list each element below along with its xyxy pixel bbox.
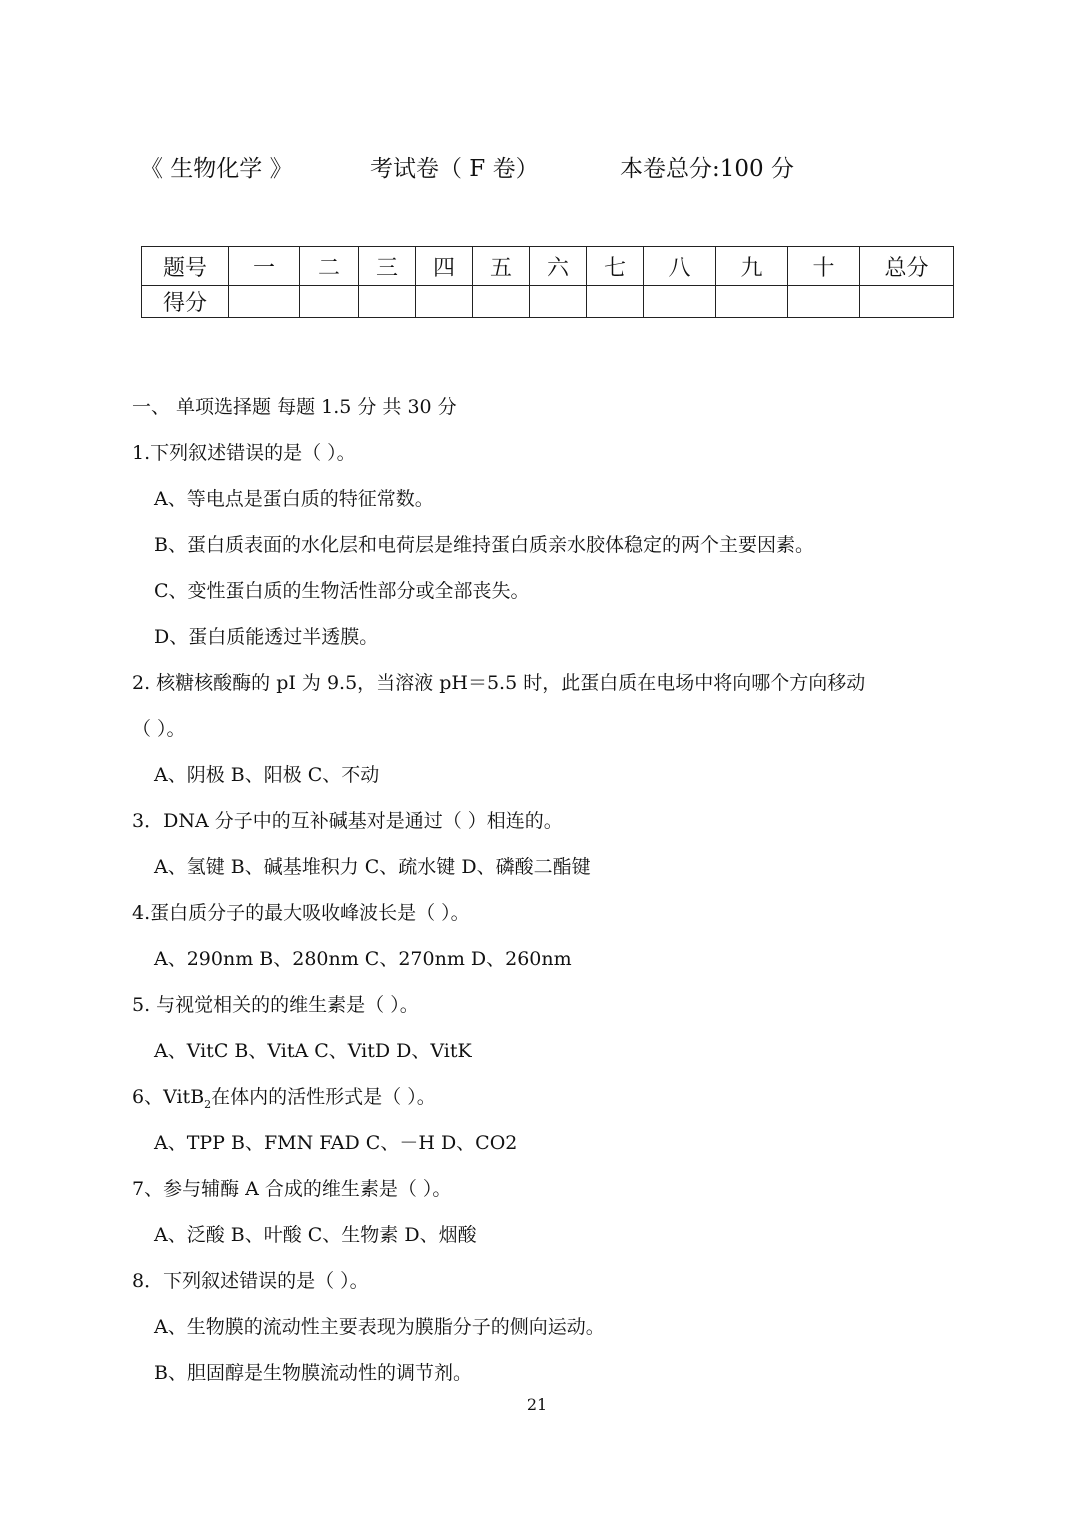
table-cell: 十 (788, 247, 860, 286)
table-cell: 三 (359, 247, 416, 286)
table-cell: 八 (644, 247, 716, 286)
table-cell: 题号 (142, 247, 229, 286)
option-b: B、胆固醇是生物膜流动性的调节剂。 (154, 1362, 472, 1384)
score-input-cell[interactable] (860, 286, 954, 318)
option-b: B、蛋白质表面的水化层和电荷层是维持蛋白质亲水胶体稳定的两个主要因素。 (154, 534, 814, 556)
question-5: 5. 与视觉相关的的维生素是（ ）。 (132, 994, 419, 1016)
question-7: 7、参与辅酶 A 合成的维生素是（ ）。 (132, 1178, 452, 1200)
question-8: 8．下列叙述错误的是（ ）。 (132, 1270, 369, 1292)
score-input-cell[interactable] (587, 286, 644, 318)
option-d: D、蛋白质能透过半透膜。 (154, 626, 379, 648)
table-row (142, 247, 954, 286)
options: A、TPP B、FMN FAD C、－H D、CO2 (154, 1132, 518, 1154)
table-cell: 得分 (142, 286, 229, 318)
table-cell: 九 (716, 247, 788, 286)
score-input-cell[interactable] (473, 286, 530, 318)
options: A、氢键 B、碱基堆积力 C、疏水键 D、磷酸二酯键 (154, 856, 591, 878)
option-a: A、生物膜的流动性主要表现为膜脂分子的侧向运动。 (154, 1316, 605, 1338)
question-6-post: 在体内的活性形式是（ ）。 (211, 1086, 436, 1108)
score-input-cell[interactable] (530, 286, 587, 318)
subscript: 2 (204, 1097, 212, 1111)
question-1: 1.下列叙述错误的是（ ）。 (132, 442, 356, 464)
score-table (141, 246, 954, 318)
table-cell: 二 (300, 247, 359, 286)
question-3: 3．DNA 分子中的互补碱基对是通过（ ）相连的。 (132, 810, 563, 832)
options: A、VitC B、VitA C、VitD D、VitK (154, 1040, 472, 1062)
table-cell: 四 (416, 247, 473, 286)
question-6 (132, 1082, 436, 1111)
score-input-cell[interactable] (359, 286, 416, 318)
options: A、290nm B、280nm C、270nm D、260nm (154, 948, 572, 970)
question-2: 2. 核糖核酸酶的 pI 为 9.5，当溶液 pH＝5.5 时，此蛋白质在电场中将向哪个方向移动 (132, 672, 866, 694)
score-input-cell[interactable] (300, 286, 359, 318)
total-score: 本卷总分:100 分 (620, 156, 794, 182)
table-cell: 一 (229, 247, 300, 286)
table-cell: 总分 (860, 247, 954, 286)
course-title: 《 生物化学 》 (140, 156, 293, 182)
options: A、泛酸 B、叶酸 C、生物素 D、烟酸 (154, 1224, 477, 1246)
score-input-cell[interactable] (229, 286, 300, 318)
question-6-pre: 6、VitB (132, 1086, 205, 1108)
table-row (142, 286, 954, 318)
exam-title: 考试卷（ F 卷） (370, 156, 539, 182)
score-input-cell[interactable] (644, 286, 716, 318)
table-cell: 五 (473, 247, 530, 286)
option-a: A、等电点是蛋白质的特征常数。 (154, 488, 434, 510)
score-input-cell[interactable] (416, 286, 473, 318)
score-input-cell[interactable] (788, 286, 860, 318)
question-4: 4.蛋白质分子的最大吸收峰波长是（ ）。 (132, 902, 470, 924)
page-number: 21 (526, 1395, 548, 1414)
options: A、阴极 B、阳极 C、不动 (154, 764, 380, 786)
table-cell: 七 (587, 247, 644, 286)
option-c: C、变性蛋白质的生物活性部分或全部丧失。 (154, 580, 530, 602)
question-2-continued: （ ）。 (132, 718, 186, 740)
score-input-cell[interactable] (716, 286, 788, 318)
section-heading: 一、 单项选择题 每题 1.5 分 共 30 分 (132, 396, 457, 418)
table-cell: 六 (530, 247, 587, 286)
